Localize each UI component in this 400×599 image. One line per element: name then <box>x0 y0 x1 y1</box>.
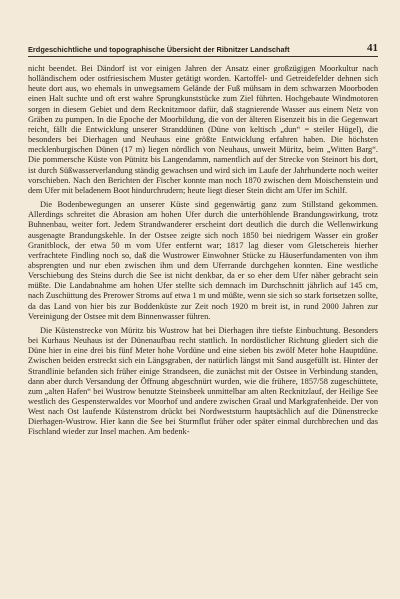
paragraph: Die Bodenbewegungen an unserer Küste sind gegenwärtig ganz zum Stillstand gekommen. Allerdings schreitet die Abrasion am hohen Ufer durch die unterhöhlende Brandungswirkung, trotz Buhnenbau, weiter fort. Jedem Strandwanderer erscheint dort deutlich die durch die Wellenwirkung ausgenagte Brandungskehle. In der Ostsee zeigte sich noch 1850 bei niedrigem Wasser ein großer Granitblock, der etwa 50 m vom Ufer entfernt war; 1817 lag dieser vom Gletschereis hierher verfrachtete Findling noch so, daß die Wustrower Einwohner Stücke zu Häuserfundamenten von ihm absprengten und nur eben zwischen ihm und dem Uferrande durchgehen konnten. Eine westliche Verschiebung des Steins durch die See ist nicht denkbar, da er so eher dem Ufer näher gebracht sein müßte. Die Landabnahme am hohen Ufer stellte sich demnach im Durchschnitt jährlich auf 145 cm, nach Zuschüttung des Prerower Stroms auf etwa 1 m und müßte, wenn sie sich so stark fortsetzen sollte, da das Land von hier bis zur Boddenküste zur Zeit noch 1920 m breit ist, in rund 2000 Jahren zur Vereinigung der Ostsee mit dem Binnenwasser führen. <box>28 200 378 321</box>
running-header <box>28 38 378 57</box>
paragraph: Die Küstenstrecke von Müritz bis Wustrow hat bei Dierhagen ihre tiefste Einbuchtung. Besonders bei Kurhaus Neuhaus ist der Dünenaufbau recht stattlich. In nordöstlicher Richtung gliedert sich die Düne hier in eine drei bis fünf Meter hohe Vordüne und eine sieben bis zwölf Meter hohe Hauptdüne. Zwischen beiden erstreckt sich ein Längsgraben, der natürlich längst mit Sand ausgefüllt ist. Hinter der Strandlinie befanden sich früher einige Strandseen, die zunächst mit der Ostsee in Verbindung standen, dann aber durch Versandung der Öffnung abgeschnürt wurden, wie die frühere, 1857/58 zugeschüttete, zum „alten Hafen“ bei Wustrow benutzte Steinsbeek unmittelbar am alten Recknitzlauf, der Heilige See westlich des Gespensterwaldes vor Moorhof und andere zwischen Graal und Markgrafenheide. Der von West nach Ost laufende Küstenstrom drückt bei Nordweststurm hauptsächlich auf die Dünenstrecke Dierhagen-Wustrow. Hier kann die See bei Sturmflut früher oder später einmal durchbrechen und das Fischland wieder zur Insel machen. Am bedenk- <box>28 325 378 437</box>
body-text <box>28 64 378 587</box>
page-number: 41 <box>367 42 378 54</box>
running-title: Erdgeschichtliche und topographische Übersicht der Ribnitzer Landschaft <box>28 45 290 54</box>
paragraph: nicht beendet. Bei Dändorf ist vor einigen Jahren der Ansatz einer großzügigen Moorkultur nach holländischem oder ostfriesischem Muster getätigt worden. Kartoffel- und Getreidefelder dehnen sich heute dort aus, wo ehemals in unwegsamem Gelände der Fuß mühsam in dem schwarzen Moorboden einen Halt suchte und oft erst wahre Sprungkunststücke zum Ziel führten. Hochgebaute Windmotoren sorgen in diesem Gebiet und dem Recknitzmoor dafür, daß stagnierende Wasser aus einem Netz von Gräben zu pumpen. In die Epoche der Moorbildung, die von der älteren Eisenzeit bis in die Gegenwart reicht, fällt die Entwicklung unserer Stranddünen (Düne von keltisch „dun“ = steiler Hügel), die besonders bei Dierhagen und Neuhaus eine größte Entwicklung erfahren haben. Die höchsten mecklenburgischen Dünen (17 m) liegen nördlich von Neuhaus, unweit Müritz, beim „Witten Barg“. Die pommersche Küste von Pütnitz bis Langendamm, namentlich auf der Strecke von Steinort bis dort, ist durch Süßwasserverlandung ständig gewachsen und wird sich im Laufe der Jahrhunderte noch weiter vorschieben. Nach den Berichten der Fischer konnte man noch 1870 zwischen dem Moischenstein und dem Ufer mit beladenem Boot hindurchrudern; heute liegt dieser Stein dicht am Ufer im Schilf. <box>28 64 378 195</box>
